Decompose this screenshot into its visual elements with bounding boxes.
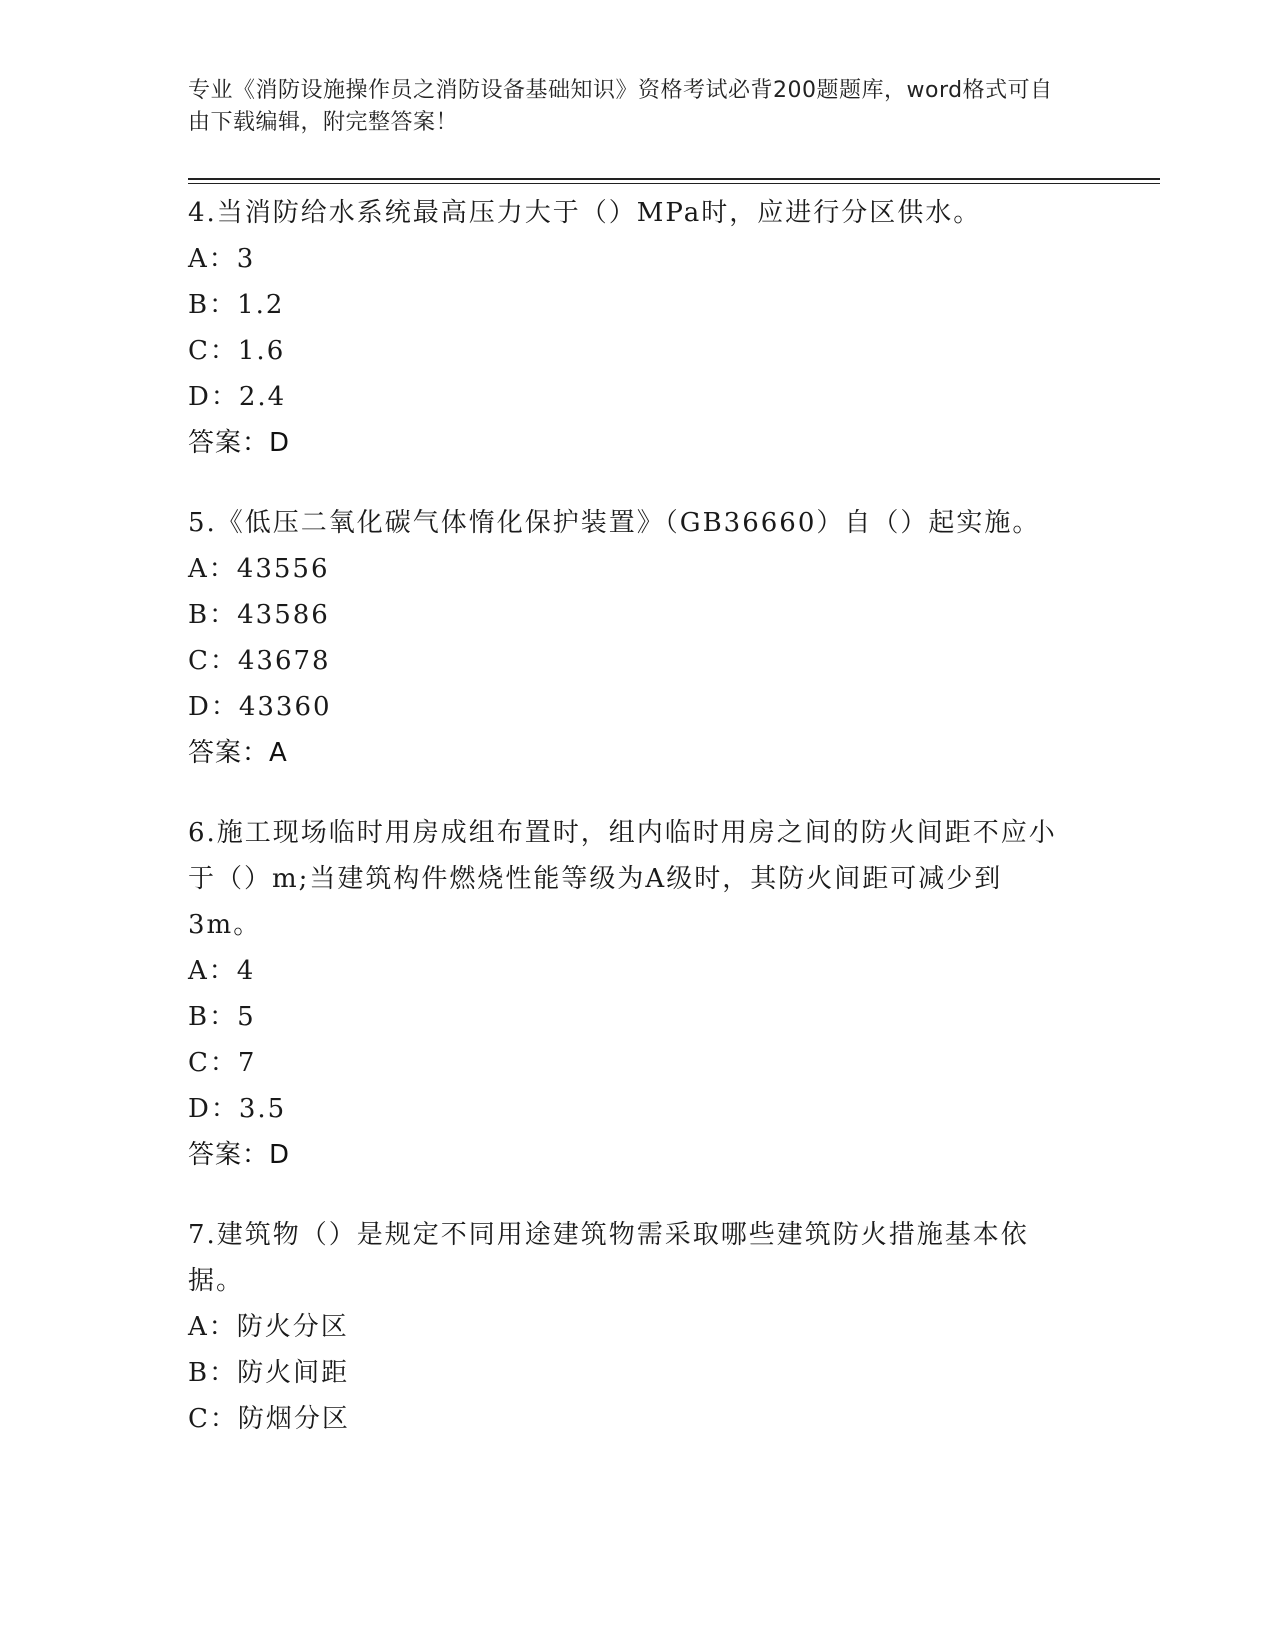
question-text: 7.建筑物（）是规定不同用途建筑物需采取哪些建筑防火措施基本依据。 <box>188 1220 1029 1296</box>
option-b: B：5 <box>188 1002 256 1032</box>
option-d: D：43360 <box>188 692 332 722</box>
answer: 答案：D <box>188 428 291 458</box>
option-a: A：4 <box>188 956 256 986</box>
answer: 答案：A <box>188 738 288 768</box>
option-a: A：3 <box>188 244 256 274</box>
answer: 答案：D <box>188 1140 291 1170</box>
question-6 <box>188 810 1068 1178</box>
option-d: D：3.5 <box>188 1094 287 1124</box>
option-c: C：防烟分区 <box>188 1404 350 1434</box>
option-c: C：43678 <box>188 646 331 676</box>
question-list <box>188 190 1068 1476</box>
header-divider-thick <box>188 178 1160 180</box>
option-c: C：7 <box>188 1048 257 1078</box>
option-b: B：防火间距 <box>188 1358 350 1388</box>
question-7 <box>188 1212 1068 1442</box>
question-text: 4.当消防给水系统最高压力大于（）MPa时，应进行分区供水。 <box>188 198 982 228</box>
header-divider-thin <box>188 183 1160 184</box>
question-4 <box>188 190 1068 466</box>
option-c: C：1.6 <box>188 336 286 366</box>
question-text: 5.《低压二氧化碳气体惰化保护装置》（GB36660）自（）起实施。 <box>188 508 1041 538</box>
document-header: 专业《消防设施操作员之消防设备基础知识》资格考试必背200题题库，word格式可自由下载编辑，附完整答案！ <box>188 78 1053 135</box>
question-5 <box>188 500 1068 776</box>
option-b: B：1.2 <box>188 290 285 320</box>
option-d: D：2.4 <box>188 382 287 412</box>
question-text: 6.施工现场临时用房成组布置时，组内临时用房之间的防火间距不应小于（）m;当建筑构件燃烧性能等级为A级时，其防火间距可减少到3m。 <box>188 818 1057 940</box>
option-b: B：43586 <box>188 600 330 630</box>
option-a: A：43556 <box>188 554 330 584</box>
option-a: A：防火分区 <box>188 1312 349 1342</box>
